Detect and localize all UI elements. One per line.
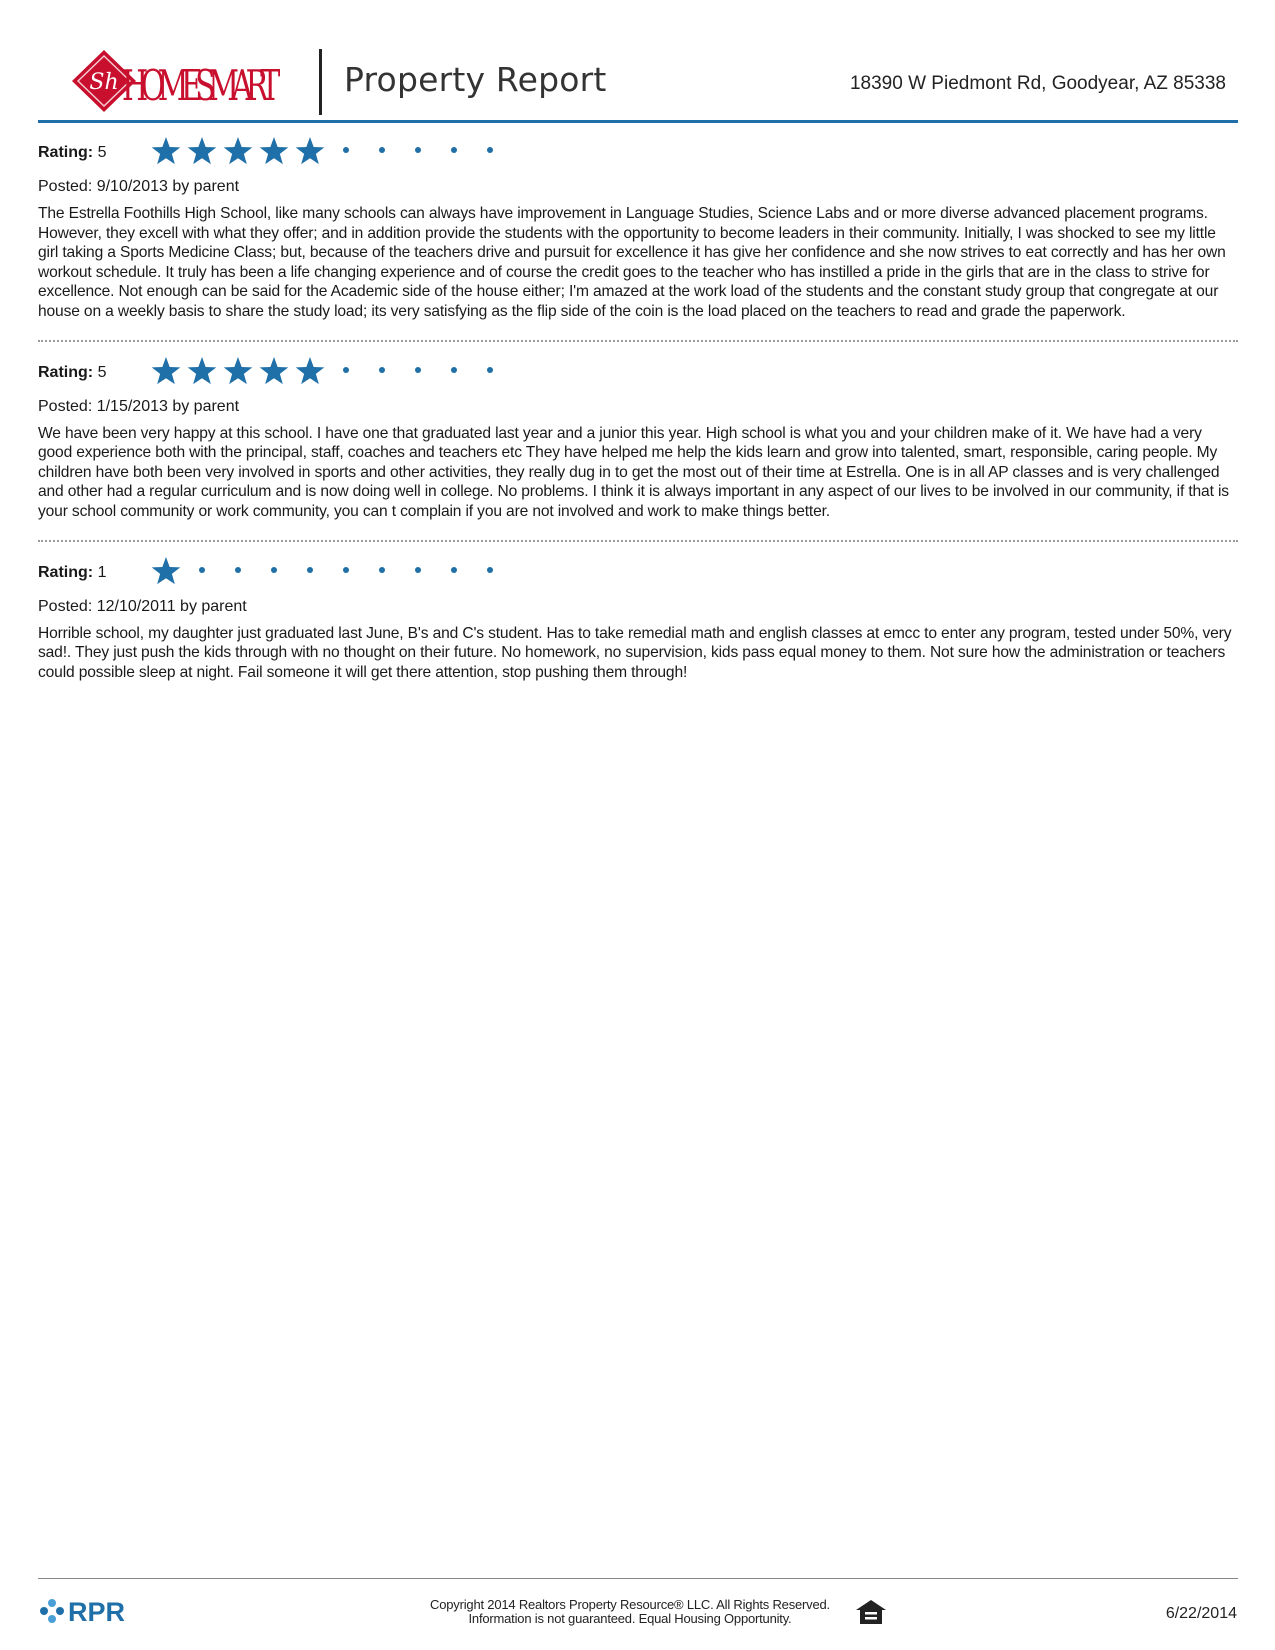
rating-label-text: Rating:	[38, 563, 94, 581]
footer-rule	[38, 1578, 1238, 1579]
review-text: The Estrella Foothills High School, like many schools can always have improvement in Language Studies, Science Labs and or more diverse advanced placement programs. However, they excell with what they offer; and in addition provide the students with the opportunity to become leaders in their community. Initially, I was shocked to see my little girl taking a Sports Medicine Class; but, because of the teachers drive and pursuit for excellence it has give her confidence and she now strives to eat correctly and has her own workout schedule. It truly has been a life changing experience and of course the credit goes to the teacher who has instilled a pride in the girls that are in the class to strive for excellence. Not enough can be said for the Academic side of the house either; I'm amazed at the work load of the students and the constant study group that congregate at our house on a weekly basis to share the study load; its very satisfying as the flip side of the coin is the load placed on the teachers to read and grade the paperwork.	[38, 205, 1226, 320]
star-empty-dot-icon	[415, 147, 421, 153]
star-empty-dot-icon	[451, 567, 457, 573]
star-rating-graphic	[152, 556, 512, 588]
posted-info: Posted: 12/10/2011 by parent	[38, 597, 247, 615]
review-item	[38, 132, 1238, 342]
star-rating-graphic	[152, 356, 512, 388]
star-empty-dot-icon	[487, 567, 493, 573]
header-rule	[38, 120, 1238, 123]
report-date: 6/22/2014	[1165, 1605, 1237, 1622]
review-text: We have been very happy at this school. I have one that graduated last year and a junior this year. High school is what you and your children make of it. We have had a very good experience both with the principal, staff, coaches and teachers etc They have helped me help the kids learn and grow into talented, smart, responsible, caring people. My children have both been very involved in sports and other activities, they really dug in to get the most out of their time at Estrella. One is in all AP classes and is very challenged and other had a regular curriculum and is now doing well in college. No problems. I think it is always important in any aspect of our lives to be involved in our community, if that is your school community or work community, you can t complain if you are not involved and work to make things better.	[38, 424, 1229, 520]
star-filled-icon	[152, 557, 180, 584]
star-filled-icon	[152, 137, 180, 164]
svg-text:Sh: Sh	[89, 70, 119, 95]
rpr-logo-graphic	[38, 1593, 148, 1629]
star-filled-icon	[224, 357, 253, 384]
star-rating-graphic	[152, 136, 512, 168]
star-empty-dot-icon	[343, 147, 349, 153]
rating-value: 5	[97, 144, 107, 161]
star-empty-dot-icon	[343, 567, 349, 573]
reviews-list	[38, 132, 1238, 682]
copyright-line: Copyright 2014 Realtors Property Resource® LLC. All Rights Reserved.	[430, 1597, 830, 1612]
star-empty-dot-icon	[379, 567, 385, 573]
homesmart-logo	[70, 48, 302, 114]
star-empty-dot-icon	[199, 567, 205, 573]
homesmart-logo-graphic	[70, 48, 302, 114]
report-header	[38, 40, 1238, 122]
star-filled-icon	[296, 357, 325, 384]
review-item	[38, 552, 1238, 683]
review-divider	[38, 540, 1238, 542]
rating-label	[38, 364, 106, 382]
rating-value: 1	[97, 563, 107, 581]
rating-label	[38, 144, 106, 162]
svg-text:RPR: RPR	[68, 1597, 126, 1627]
star-empty-dot-icon	[415, 567, 421, 573]
star-filled-icon	[224, 137, 253, 164]
star-rating	[152, 356, 512, 388]
page-title: Property Report	[344, 60, 607, 99]
rating-value: 5	[97, 363, 107, 381]
rating-label-text: Rating:	[38, 144, 94, 161]
star-filled-icon	[152, 357, 180, 384]
star-empty-dot-icon	[487, 147, 493, 153]
star-empty-dot-icon	[415, 367, 421, 373]
review-item	[38, 352, 1238, 542]
star-empty-dot-icon	[379, 147, 385, 153]
star-filled-icon	[188, 137, 217, 164]
posted-info: Posted: 1/15/2013 by parent	[38, 397, 240, 415]
review-divider	[38, 340, 1238, 342]
header-divider	[319, 49, 322, 115]
star-empty-dot-icon	[451, 147, 457, 153]
disclaimer-line: Information is not guaranteed. Equal Housing Opportunity.	[468, 1611, 792, 1626]
rpr-logo	[38, 1593, 148, 1629]
star-filled-icon	[260, 357, 289, 384]
star-rating	[152, 556, 512, 588]
star-empty-dot-icon	[343, 367, 349, 373]
rating-label-text: Rating:	[38, 363, 94, 381]
star-filled-icon	[188, 357, 217, 384]
star-empty-dot-icon	[487, 367, 493, 373]
posted-info: Posted: 9/10/2013 by parent	[38, 178, 240, 195]
star-rating	[152, 136, 512, 168]
star-filled-icon	[296, 137, 325, 164]
equal-housing-icon	[854, 1598, 888, 1631]
star-filled-icon	[260, 137, 289, 164]
star-empty-dot-icon	[235, 567, 241, 573]
star-empty-dot-icon	[451, 367, 457, 373]
review-text: Horrible school, my daughter just graduated last June, B's and C's student. Has to take remedial math and english classes at emcc to enter any program, tested under 50%, very sad!. They just push the kids through with no thought on their future. No homework, no supervision, kids pass equal money to them. Not sure how the administration or teachers could possible sleep at night. Fail someone it will get there attention, stop pushing them through!	[38, 624, 1232, 681]
star-empty-dot-icon	[271, 567, 277, 573]
star-empty-dot-icon	[379, 367, 385, 373]
rating-line	[38, 552, 1238, 592]
property-address: 18390 W Piedmont Rd, Goodyear, AZ 85338	[849, 73, 1226, 94]
rating-line	[38, 132, 1238, 172]
star-empty-dot-icon	[307, 567, 313, 573]
svg-text:HOMESMART: HOMESMART	[121, 60, 281, 111]
copyright-notice	[380, 1598, 880, 1626]
rating-label	[38, 564, 106, 582]
rating-line	[38, 352, 1238, 392]
